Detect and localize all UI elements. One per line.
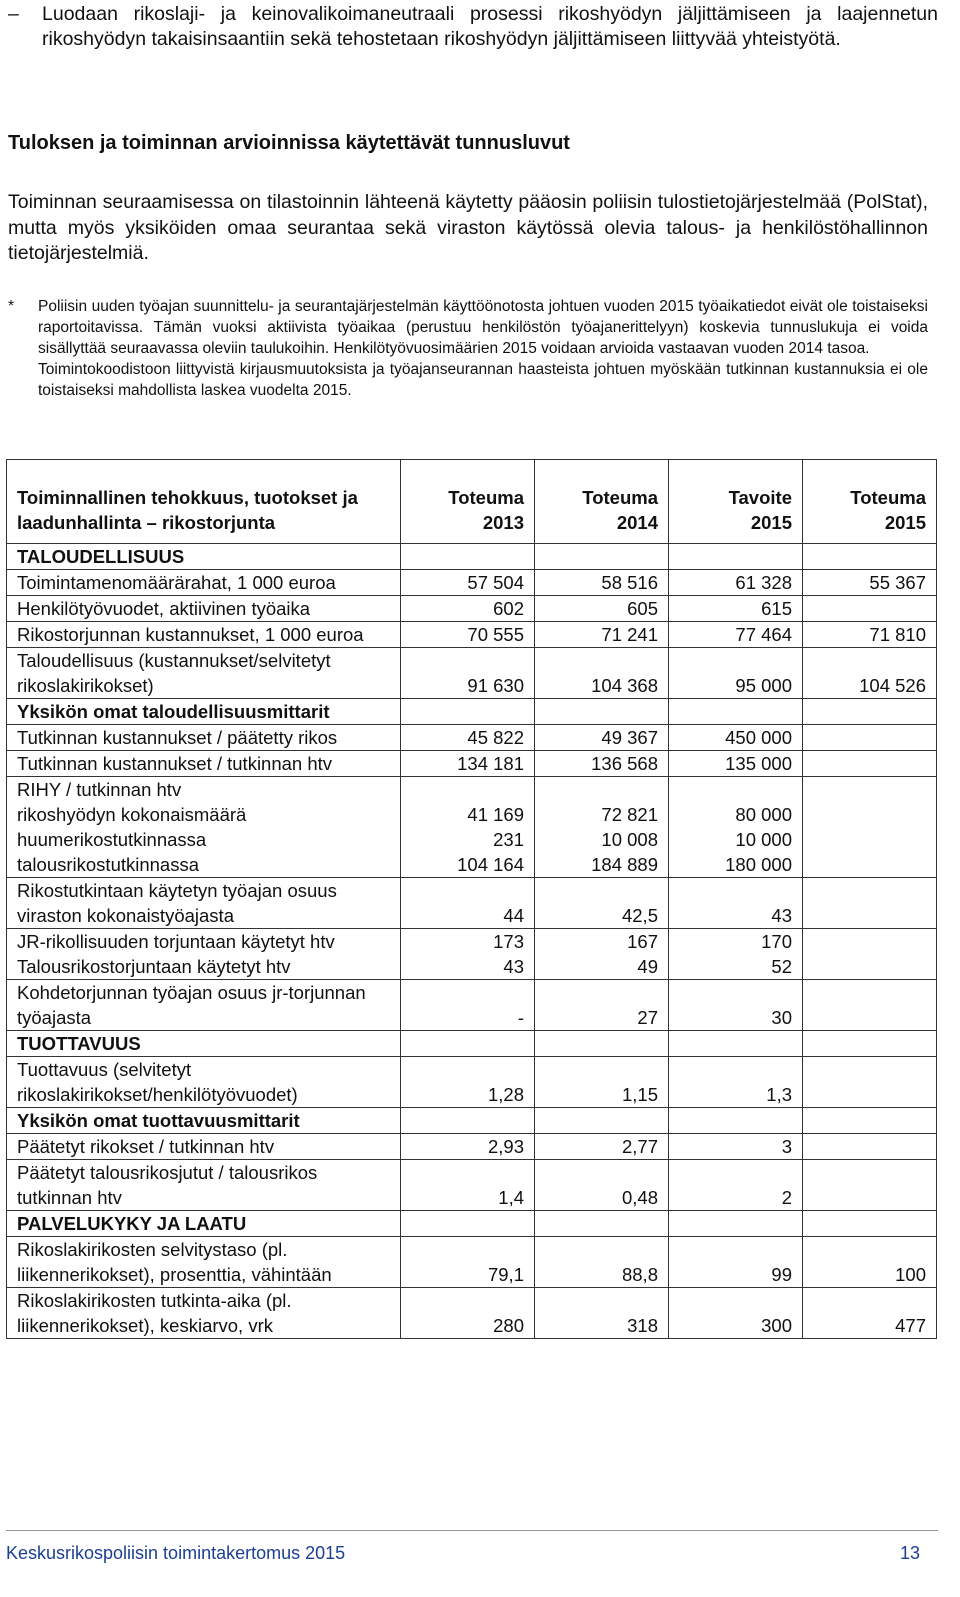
- row-value: 477: [803, 1288, 937, 1339]
- row-value: [803, 1160, 937, 1211]
- header-col4: Toteuma 2015: [803, 460, 937, 544]
- footnote-body: [38, 296, 928, 401]
- row-value: 173 43: [401, 929, 535, 980]
- row-value: [803, 777, 937, 878]
- table-row: [7, 1288, 937, 1339]
- row-value: 79,1: [401, 1237, 535, 1288]
- section-row: [7, 1108, 937, 1134]
- row-value: 72 821 10 008 184 889: [535, 777, 669, 878]
- footer-title: Keskusrikospoliisin toimintakertomus 2015: [6, 1543, 346, 1563]
- row-value: 61 328: [669, 570, 803, 596]
- row-label: Taloudellisuus (kustannukset/selvitetyt rikoslakirikokset): [7, 648, 401, 699]
- header-col2: Toteuma 2014: [535, 460, 669, 544]
- row-label: Päätetyt talousrikosjutut / talousrikos tutkinnan htv: [7, 1160, 401, 1211]
- table-row: [7, 570, 937, 596]
- row-value: 30: [669, 980, 803, 1031]
- row-value: 42,5: [535, 878, 669, 929]
- row-label: Rikostorjunnan kustannukset, 1 000 euroa: [7, 622, 401, 648]
- section-row: [7, 1031, 937, 1057]
- footnote-text-1: Poliisin uuden työajan suunnittelu- ja seurantajärjestelmän käyttöönotosta johtuen vuoden 2015 työaikatiedot eivät ole toistaiseksi raportoitavissa. Tämän vuoksi aktiivista työaikaa (perustuu henkilöstön työajanerittelyyn) koskevia tunnuslukuja ei voida sisällyttää seuraavassa oleviin taulukoihin. Henkilötyövuosimäärien 2015 voidaan arvioida vastaavan vuoden 2014 tasoa.: [38, 298, 928, 357]
- header-label: Toiminnallinen tehokkuus, tuotokset ja laadunhallinta – rikostorjunta: [7, 460, 401, 544]
- row-label: Päätetyt rikokset / tutkinnan htv: [7, 1134, 401, 1160]
- intro-bullet-text: Luodaan rikoslaji- ja keinovalikoimaneutraali prosessi rikoshyödyn jäljittämiseen ja laajennetun rikoshyödyn takaisinsaantiin sekä tehostetaan rikoshyödyn jäljittämiseen liittyvää yhteistyötä.: [42, 3, 938, 50]
- row-label: Tuottavuus (selvitetyt rikoslakirikokset/henkilötyövuodet): [7, 1057, 401, 1108]
- row-value: 104 526: [803, 648, 937, 699]
- row-value: [803, 1057, 937, 1108]
- row-value: [803, 929, 937, 980]
- row-label: Kohdetorjunnan työajan osuus jr-torjunnan työajasta: [7, 980, 401, 1031]
- row-value: 134 181: [401, 751, 535, 777]
- row-value: 77 464: [669, 622, 803, 648]
- row-value: 300: [669, 1288, 803, 1339]
- row-value: 100: [803, 1237, 937, 1288]
- header-col3: Tavoite 2015: [669, 460, 803, 544]
- row-value: 49 367: [535, 725, 669, 751]
- row-value: 71 241: [535, 622, 669, 648]
- footer-divider: [6, 1530, 938, 1531]
- row-label: Rikostutkintaan käytetyn työajan osuus viraston kokonaistyöajasta: [7, 878, 401, 929]
- row-value: 44: [401, 878, 535, 929]
- section-row: [7, 544, 937, 570]
- table-row: [7, 777, 937, 878]
- row-value: 80 000 10 000 180 000: [669, 777, 803, 878]
- row-value: 71 810: [803, 622, 937, 648]
- row-label: Toimintamenomäärärahat, 1 000 euroa: [7, 570, 401, 596]
- table-row: [7, 622, 937, 648]
- table-row: [7, 596, 937, 622]
- table-row: [7, 980, 937, 1031]
- table-row: [7, 1057, 937, 1108]
- section-taloudellisuus: TALOUDELLISUUS: [7, 544, 401, 570]
- row-value: 2,93: [401, 1134, 535, 1160]
- section-omat-taloudellisuus: Yksikön omat taloudellisuusmittarit: [7, 699, 401, 725]
- row-value: 43: [669, 878, 803, 929]
- row-value: 88,8: [535, 1237, 669, 1288]
- table-row: [7, 1134, 937, 1160]
- row-value: [803, 1134, 937, 1160]
- row-value: 57 504: [401, 570, 535, 596]
- section-tuottavuus: TUOTTAVUUS: [7, 1031, 401, 1057]
- row-value: 167 49: [535, 929, 669, 980]
- row-value: 41 169 231 104 164: [401, 777, 535, 878]
- row-value: [803, 980, 937, 1031]
- row-value: 170 52: [669, 929, 803, 980]
- row-value: 1,15: [535, 1057, 669, 1108]
- table-row: [7, 1160, 937, 1211]
- row-value: 135 000: [669, 751, 803, 777]
- row-value: 104 368: [535, 648, 669, 699]
- row-value: 1,28: [401, 1057, 535, 1108]
- intro-paragraph: Toiminnan seuraamisessa on tilastoinnin lähteenä käytetty pääosin poliisin tulostietojärjestelmää (PolStat), mutta myös yksiköiden omaa seurantaa sekä viraston käytössä olevia talous- ja henkilöstöhallinnon tietojärjestelmiä.: [8, 191, 928, 264]
- row-value: 55 367: [803, 570, 937, 596]
- row-value: 615: [669, 596, 803, 622]
- row-value: 2: [669, 1160, 803, 1211]
- table-row: [7, 648, 937, 699]
- section-omat-tuottavuus: Yksikön omat tuottavuusmittarit: [7, 1108, 401, 1134]
- row-value: [803, 751, 937, 777]
- row-value: 602: [401, 596, 535, 622]
- row-value: [803, 596, 937, 622]
- table-row: [7, 725, 937, 751]
- row-label: Tutkinnan kustannukset / tutkinnan htv: [7, 751, 401, 777]
- row-value: 1,3: [669, 1057, 803, 1108]
- row-value: 58 516: [535, 570, 669, 596]
- row-value: 99: [669, 1237, 803, 1288]
- row-value: [803, 878, 937, 929]
- row-value: 0,48: [535, 1160, 669, 1211]
- page-number: 13: [899, 1543, 920, 1563]
- row-value: 280: [401, 1288, 535, 1339]
- row-label: Rikoslakirikosten tutkinta-aika (pl. liikennerikokset), keskiarvo, vrk: [7, 1288, 401, 1339]
- row-label: Henkilötyövuodet, aktiivinen työaika: [7, 596, 401, 622]
- row-value: 136 568: [535, 751, 669, 777]
- row-value: 605: [535, 596, 669, 622]
- table-row: [7, 1237, 937, 1288]
- row-value: -: [401, 980, 535, 1031]
- section-row: [7, 699, 937, 725]
- section-heading: Tuloksen ja toiminnan arvioinnissa käytettävät tunnusluvut: [8, 132, 570, 154]
- header-col1: Toteuma 2013: [401, 460, 535, 544]
- row-value: 45 822: [401, 725, 535, 751]
- intro-bullet: [8, 2, 938, 52]
- row-value: 2,77: [535, 1134, 669, 1160]
- row-label: JR-rikollisuuden torjuntaan käytetyt htv Talousrikostorjuntaan käytetyt htv: [7, 929, 401, 980]
- row-label: Rikoslakirikosten selvitystaso (pl. liikennerikokset), prosenttia, vähintään: [7, 1237, 401, 1288]
- row-value: 70 555: [401, 622, 535, 648]
- row-value: 91 630: [401, 648, 535, 699]
- row-label: Tutkinnan kustannukset / päätetty rikos: [7, 725, 401, 751]
- row-value: 318: [535, 1288, 669, 1339]
- table-row: [7, 878, 937, 929]
- section-palvelukyky: PALVELUKYKY JA LAATU: [7, 1211, 401, 1237]
- row-value: 1,4: [401, 1160, 535, 1211]
- kpi-table: [6, 459, 937, 1339]
- table-header-row: [7, 460, 937, 544]
- bullet-dash: –: [8, 3, 19, 25]
- footnote: [8, 296, 928, 401]
- row-value: [803, 725, 937, 751]
- table-row: [7, 929, 937, 980]
- section-row: [7, 1211, 937, 1237]
- row-value: 27: [535, 980, 669, 1031]
- row-value: 3: [669, 1134, 803, 1160]
- footnote-marker: *: [8, 298, 15, 315]
- footnote-text-2: Toimintokoodistoon liittyvistä kirjausmuutoksista ja työajanseurannan haasteista johtuen myöskään tutkinnan kustannuksia ei ole toistaiseksi mahdollista laskea vuodelta 2015.: [38, 361, 928, 399]
- row-label: RIHY / tutkinnan htv rikoshyödyn kokonaismäärä huumerikostutkinnassa talousrikostutkinnassa: [7, 777, 401, 878]
- row-value: 95 000: [669, 648, 803, 699]
- row-value: 450 000: [669, 725, 803, 751]
- table-row: [7, 751, 937, 777]
